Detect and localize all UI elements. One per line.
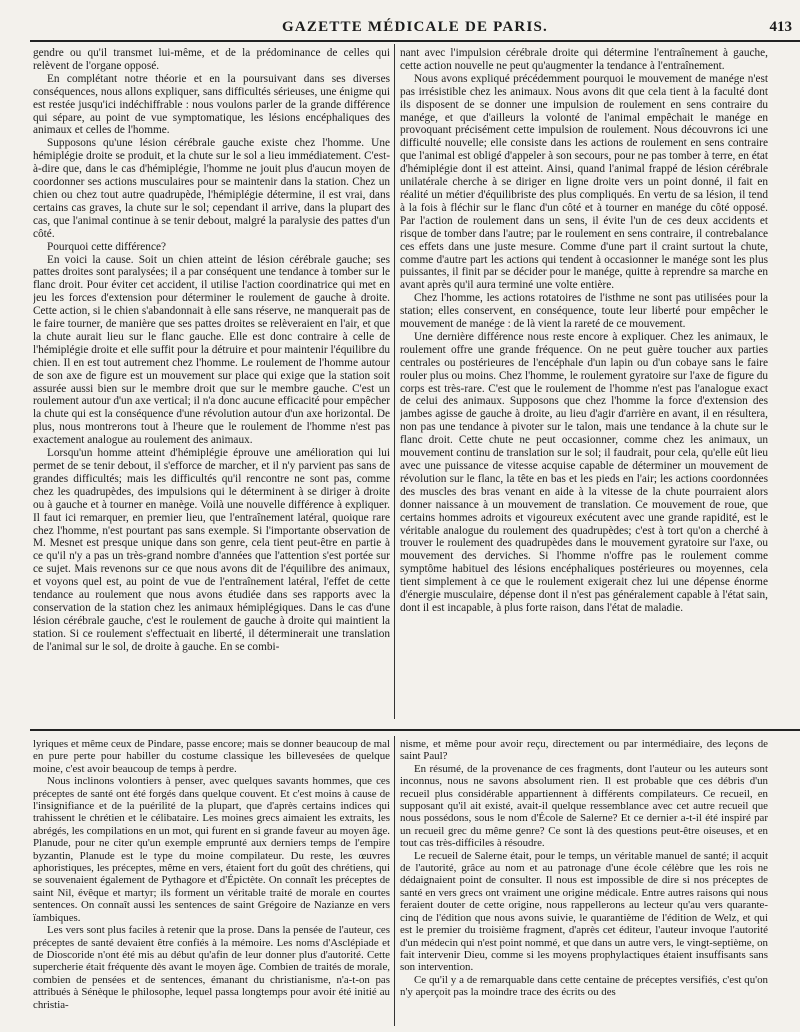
feuilleton-column-right <box>400 738 768 1028</box>
journal-title: GAZETTE MÉDICALE DE PARIS. <box>282 19 548 35</box>
paragraph: Le recueil de Salerne était, pour le temps, un véritable manuel de santé; il acquit de l'autorité, grâce au nom et au patronage d'une école célèbre que les rois ne dédaignaient point de consulter. Il nous est impossible de dire si nos préceptes de santé en vers grecs ont vraiment une origine médicale. Entre autres raisons qui nous feraient douter de cette origine, nous rappellerons au lecteur qu'au vers quarante-cinq de l'édition que nous avons suivie, le quarantième de l'édition de Welz, et qui est le premier du troisième fragment, d'après cet éditeur, l'auteur invoque l'autorité d'un médecin qui n'est point nommé, et que dans un autre vers, le vingt-septième, on fait intervenir Dieu, comme si les moyens prophylactiques étaient insuffisants sans son intervention. <box>400 849 768 974</box>
paragraph: Supposons qu'une lésion cérébrale gauche existe chez l'homme. Une hémiplégie droite se produit, et la chute sur le sol a lieu immédiatement. C'est-à-dire que, dans le cas d'hémiplégie, l'homme ne jouit plus d'aucun moyen de coordonner ses actions musculaires pour se maintenir dans la station. Chez un chien ou chez tout autre quadrupède, l'hémiplégie détermine, il est vrai, dans certains cas graves, la chute sur le sol; cependant il arrive, dans la plupart des cas, que l'animal continue à se tenir debout, malgré la paralysie des pattes d'un côté. <box>33 137 390 240</box>
paragraph: Pourquoi cette différence? <box>47 240 166 253</box>
article-column-right <box>400 47 768 717</box>
paragraph: Nous inclinons volontiers à penser, avec quelques savants hommes, que ces préceptes de santé ont été forgés dans quelque couvent. Et c'est moins à cause de l'insignifiance et de la puérilité de la plupart, que d'après certains indices qui trahissent le chrétien et le célibataire. Les moines grecs aimaient les extraits, les abrégés, les compilations en un mot, qui furent en si grande faveur au moyen âge. Planude, pour ne citer qu'un exemple emprunté aux derniers temps de l'empire byzantin, Planude est le type du moine compilateur. Du reste, les œuvres aphoristiques, les préceptes, même en vers, étaient fort du goût des chrétiens, qui se souvenaient également de Pythagore et d'Épictète. On connaît les préceptes de saint Nil, évêque et martyr; ils forment un véritable traité de morale en courtes sentences. On connaît aussi les sentences de saint Grégoire de Nazianze en vers ïambiques. <box>33 775 390 924</box>
paragraph: Chez l'homme, les actions rotatoires de l'isthme ne sont pas utilisées pour la station; elles conservent, en conséquence, toute leur liberté pour empêcher le mouvement de manége : de là vient la rareté de ce mouvement. <box>400 292 768 331</box>
column-divider-bottom <box>394 736 395 1026</box>
article-column-left <box>33 47 390 717</box>
feuilleton-column-left <box>33 738 390 1028</box>
page-header <box>30 18 800 42</box>
paragraph: Une dernière différence nous reste encore à expliquer. Chez les animaux, le roulement offre une grande fréquence. On ne peut guère toucher aux parties centrales ou postérieures de l'encéphale d'un lapin ou d'un cobaye sans le faire rouler plus ou moins. Chez l'homme, le roulement gyratoire sur l'axe de figure du corps est très-rare. C'est que le roulement de l'homme n'est pas l'analogue exact de celui des animaux. Supposons que chez l'homme la force d'extension des jambes agisse de gauche à droite, au lieu d'agir d'arrière en avant, il en résultera, non pas une tendance à pivoter sur le talon, mais une tendance à la chute sur le flanc droit. Cette chute ne peut occasionner, comme chez les animaux, un mouvement continu de translation sur le sol; il faudrait, pour cela, qu'elle eût lieu avec une puissance de vitesse acquise capable de déterminer un mouvement de révolution sur le flanc, la tête en bas et les pieds en l'air; les actions coordonnées des muscles des bras venant en aide à la vitesse de la chute pourraient alors donner naissance à un mouvement de translation. Ce mouvement de roue, que certains hommes adroits et vigoureux exécutent avec une grande rapidité, est le véritable analogue du roulement des quadrupèdes; c'est à tort qu'on a cherché à trouver le roulement des quadrupèdes dans le mouvement gyratoire sur l'axe, ou mouvement des derviches. Si l'homme n'offre pas le roulement comme symptôme habituel des lésions encéphaliques postérieures ou moyennes, cela tient simplement à ce que le roulement exigerait chez lui une dépense énorme d'énergie musculaire, dépense dont il n'est pas généralement capable à l'état sain, dont il est incapable, à plus forte raison, dans l'état de maladie. <box>400 330 768 614</box>
paragraph: lyriques et même ceux de Pindare, passe encore; mais se donner beaucoup de mal en pure perte pour habiller du costume classique les billevesées de quelque moine, c'est avoir beaucoup de temps à perdre. <box>33 738 390 775</box>
paragraph: Nous avons expliqué précédemment pourquoi le mouvement de manége n'est pas irrésistible chez les animaux. Nous avons dit que cela tient à la faculté dont ils disposent de se donner une impulsion de roulement en sens contraire du manége, et que d'ailleurs la volonté de l'animal empêchait le manége en provoquant précisément cette impulsion de roulement. Nous découvrons ici une difficulté nouvelle; elle consiste dans les actions de roulement en sens contraire que l'animal est obligé d'appeler à son secours, pour ne pas tomber à terre, en état d'hémiplégie dont il est atteint. Ainsi, quand l'animal frappé de lésion cérébrale unilatérale cherche à se diriger en ligne droite vers un point donné, il fait en réalité un métier d'équilibriste des plus compliqués. En vertu de sa lésion, il tend à la fois à fléchir sur le flanc d'un côté et à tourner en manége du côté opposé. Par l'action de roulement dans un sens, il évite l'un de ces deux accidents et risque de tomber dans l'autre; par le roulement en sens contraire, il contrebalance ces effets dans une juste mesure. Comme d'une part il craint surtout la chute, comme d'autre part les actions qui tendent à occasionner le manége sont les plus puissantes, il finit par se décider pour le manége, quitte à reprendre sa marche en avant après qu'il aura terminé une volte entière. <box>400 72 768 292</box>
paragraph: Ce qu'il y a de remarquable dans cette centaine de préceptes versifiés, c'est qu'on n'y aperçoit pas la moindre trace des écrits ou des <box>400 973 768 999</box>
paragraph: En résumé, de la provenance de ces fragments, dont l'auteur ou les auteurs sont inconnus, nous ne savons absolument rien. Il est probable que ces débris d'un recueil plus considérable appartiennent à différents compilateurs. Ce recueil, en supposant qu'il ait existé, avait-il quelque ressemblance avec cet autre recueil que nous possédons, sous le nom d'École de Salerne? Et ce dernier a-t-il été inspiré par un recueil grec du même genre? Ce sont là des questions peut-être oiseuses, et en tout cas très-difficiles à résoudre. <box>400 762 768 850</box>
paragraph: nisme, et même pour avoir reçu, directement ou par intermédiaire, des leçons de saint Paul? <box>400 738 768 763</box>
paragraph: Les vers sont plus faciles à retenir que la prose. Dans la pensée de l'auteur, ces préceptes de santé devaient être confiés à la mémoire. Les noms d'Asclépiade et de Dioscoride n'ont été mis au début qu'afin de leur donner plus d'autorité. Cette supercherie était fréquente dès avant le moyen âge. Combien de traités de morale, combien de pensées et de sentences, émanant du christianisme, n'a-t-on pas attribués à Sénèque le philosophe, lequel passa longtemps pour avoir été initié au christia- <box>33 924 390 1011</box>
column-divider-top <box>394 44 395 719</box>
paragraph: nant avec l'impulsion cérébrale droite qui détermine l'entraînement à gauche, cette action nouvelle ne peut qu'augmenter la tendance à l'entraînement. <box>400 47 768 72</box>
paragraph: En complétant notre théorie et en la poursuivant dans ses diverses conséquences, nous allons expliquer, sans difficultés sérieuses, une énigme qui est restée jusqu'ici indéchiffrable : nous voulons parler de la grande différence qui sépare, au point de vue symptomatique, les lésions encéphaliques des animaux et celles de l'homme. <box>33 72 390 137</box>
paragraph: En voici la cause. Soit un chien atteint de lésion cérébrale gauche; ses pattes droites sont paralysées; il a par conséquent une tendance à tomber sur le flanc droit. Pour éviter cet accident, il utilise l'action coordinatrice qui met en jeu les forces d'extension pour déterminer le roulement de gauche à droite. Cette action, si le chien s'abandonnait à elle sans réserve, ne manquerait pas de le faire tourner, de manière que ses pattes droites se relèveraient en l'air, et que la chute aurait lieu sur le flanc gauche. Elle est donc contraire à celle de l'hémiplégie droite et elle suffit pour la détruire et pour maintenir l'équilibre du chien. Il en est tout autrement chez l'homme. Le roulement de l'homme autour de son axe de figure est un mouvement sur place qui exige que la station soit assurée aussi bien sur le membre droit que sur le membre gauche. C'est un roulement autour d'un axe vertical; il n'a donc aucune efficacité pour empêcher la chute qui est la conséquence d'une révolution autour d'un axe horizontal. De plus, nous montrerons tout à l'heure que le roulement de l'homme n'est pas exactement analogue au roulement des animaux. <box>33 253 390 447</box>
page-number: 413 <box>769 19 792 35</box>
paragraph: Lorsqu'un homme atteint d'hémiplégie éprouve une amélioration qui lui permet de se tenir debout, il s'efforce de marcher, et il n'y parvient pas sans de grandes difficultés; mais les difficultés qu'il rencontre ne sont pas, comme chez les quadrupèdes, des impulsions qui le déterminent à se diriger à droite ou à gauche et à tourner en manège. Voilà une nouvelle différence à expliquer. Il faut ici remarquer, en premier lieu, que l'entraînement latéral, quoique rare chez l'homme, n'est pourtant pas sans exemple. Si l'importante observation de M. Mesnet est presque unique dans son genre, cela tient peut-être en partie à ce qu'il n'y a pas un très-grand nombre d'années que l'attention s'est portée sur ce sujet. Mais revenons sur ce que nous avons dit de l'équilibre des animaux, et voyons quel est, au point de vue de l'entraînement latéral, l'effet de cette tendance au roulement que nous avons étudiée dans ses rapports avec la conservation de la station chez les animaux hémiplégiques. Dans le cas d'une lésion cérébrale gauche, c'est le roulement de gauche à droite qui maintient la station. Si ce roulement s'effectuait en liberté, il déterminerait une translation de l'animal sur le sol, de droite à gauche. En se combi- <box>33 447 390 653</box>
paragraph: gendre ou qu'il transmet lui-même, et de la prédominance de celles qui relèvent de l'organe opposé. <box>33 47 390 72</box>
section-divider <box>30 729 800 731</box>
